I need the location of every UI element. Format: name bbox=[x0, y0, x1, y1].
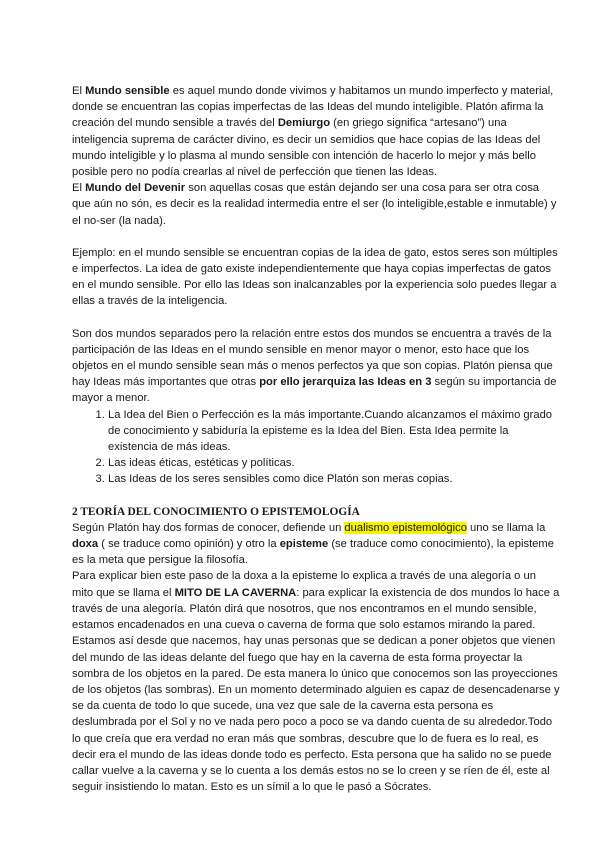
text-run: según su importancia de mayor a menor. bbox=[72, 376, 557, 405]
bold-term-mundo-devenir: Mundo del Devenir bbox=[85, 182, 186, 195]
paragraph-ejemplo: Ejemplo: en el mundo sensible se encuentran copias de la idea de gato, estos seres son múltiples e imperfectos. La idea de gato existe independientemente que haya copias imperfectas de gatos en el mundo sensible. Por ello las Ideas son inalcanzables por la experiencia solo puedes llegar a ellas a través de la inteligencia. bbox=[72, 246, 558, 308]
paragraph-mundo-devenir bbox=[72, 180, 560, 229]
text-run: (en griego significa “artesano”) una inteligencia suprema de carácter divino, es decir un semidios que hace copias de las Ideas del mundo inteligible y lo plasma al mundo sensible con intención de hacerlo lo mejor y más bello posible pero no podía crearlas al nivel de perfección que tienen las Ideas. bbox=[72, 117, 541, 179]
bold-term-mundo-sensible: Mundo sensible bbox=[85, 85, 170, 97]
text-run: es aquel mundo donde vivimos y habitamos un mundo imperfecto y material, donde se encuentran las copias imperfectas de las Ideas del mundo inteligible. Platón afirma la creación del mundo sensible a través del bbox=[72, 85, 554, 130]
text-run: Para explicar bien este paso de la doxa a la episteme lo explica a través de una alegoría o un mito que se llama el bbox=[72, 570, 536, 599]
bold-term-episteme: episteme bbox=[279, 538, 329, 551]
bold-term-mito-caverna: MITO DE LA CAVERNA bbox=[174, 586, 297, 599]
ideas-hierarchy-list bbox=[72, 407, 560, 488]
text-run: El bbox=[72, 85, 86, 97]
paragraph-dos-mundos bbox=[72, 326, 560, 407]
section-heading: 2 TEORÍA DEL CONOCIMIENTO O EPISTEMOLOGÍA bbox=[72, 505, 360, 518]
text-run: Son dos mundos separados pero la relación entre estos dos mundos se encuentra a través de la participación de las Ideas en el mundo sensible en menor mayor o menor, esto hace que los objetos en el mundo sensible sean más o menos perfectos ya que son copias. Platón piensa que hay Ideas más importantes que otras bbox=[72, 327, 553, 389]
spacer bbox=[72, 488, 560, 504]
text-run: son aquellas cosas que están dejando ser una cosa para ser otra cosa que aún no són, es decir es la realidad intermedia entre el ser (lo inteligible,estable e inmutable) y el no-ser (la nada). bbox=[72, 182, 557, 227]
highlighted-term: dualismo epistemológico bbox=[344, 521, 467, 534]
paragraph-dualismo bbox=[72, 520, 560, 569]
spacer bbox=[72, 229, 560, 245]
text-run: : para explicar la existencia de dos mundos lo hace a través de una alegoría. Platón dirá que nosotros, que nos encontramos en el mundo sensible, estamos encadenados en una cueva o caverna de forma que solo estamos mirando la pared. Estamos así desde que nacemos, hay unas personas que se dedican a poner objetos que vienen del mundo de las ideas delante del fuego que hay en la caverna de esta forma proyectar la sombra de los objetos en la pared. De esta manera lo único que conocemos son las proyecciones de los objetos (las sombras). En un momento determinado alguien es capaz de desencadenarse y se da cuenta de todo lo que sucede, una vez que sale de la caverna esta persona es deslumbrada por el Sol y no ve nada pero poco a poco se va dando cuenta de su alrededor.Todo lo que creía que era verdad no eran más que sombras, descubre que lo de fuera es lo real, es decir era el mundo de las ideas donde todo es perfecto. Esta persona que ha salido no se puede callar vuelve a la caverna y se lo cuenta a los demás estos no se lo creen y se ríen de él, este al seguir insistiendo lo matan. Esto es un símil a lo que le pasó a Sócrates. bbox=[72, 586, 560, 794]
bold-term-doxa: doxa bbox=[72, 538, 99, 551]
text-run: (se traduce como conocimiento), la episteme es la meta que persigue la filosofía. bbox=[72, 538, 554, 567]
text-run: Según Platón hay dos formas de conocer, defiende un bbox=[72, 521, 345, 534]
text-run: El bbox=[72, 182, 86, 195]
list-item: 2. Las ideas éticas, estéticas y políticas. bbox=[108, 455, 560, 471]
paragraph-mundo-sensible bbox=[72, 83, 560, 180]
paragraph-mito-caverna bbox=[72, 568, 560, 795]
text-run: ( se traduce como opinión) y otro la bbox=[98, 538, 280, 551]
bold-term-demiurgo: Demiurgo bbox=[277, 117, 331, 130]
spacer bbox=[72, 310, 560, 326]
list-item: 1. La Idea del Bien o Perfección es la más importante.Cuando alcanzamos el máximo grado de conocimiento y sabiduría la episteme es la Idea del Bien. Esta Idea permite la existencia de más ideas. bbox=[108, 407, 560, 456]
text-run: uno se llama la bbox=[466, 521, 546, 534]
bold-jerarquiza: por ello jerarquiza las Ideas en 3 bbox=[259, 376, 432, 389]
list-item: 3. Las Ideas de los seres sensibles como dice Platón son meras copias. bbox=[108, 471, 560, 487]
